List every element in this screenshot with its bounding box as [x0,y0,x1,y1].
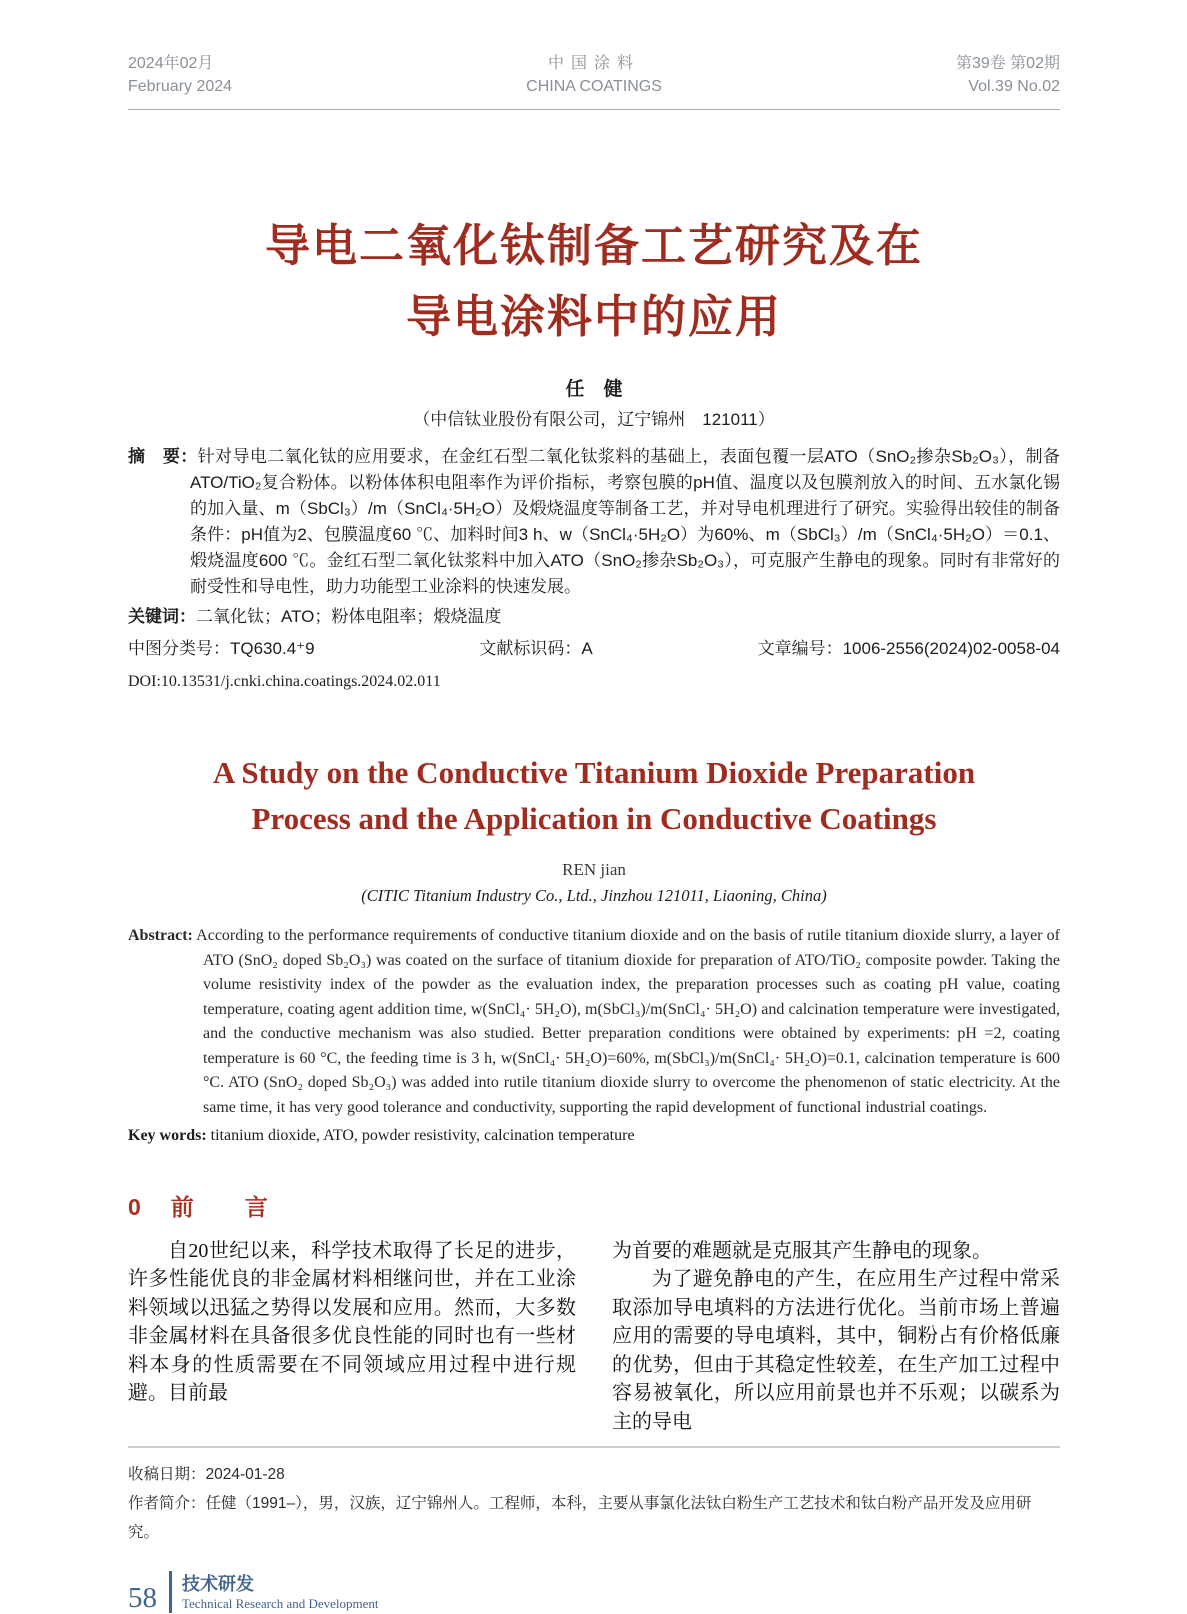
section-number: 0 [128,1193,141,1220]
keywords-cn [128,604,1060,630]
header-journal-name [526,52,662,98]
title-cn-line2: 导电涂料中的应用 [405,291,782,342]
header-date-en: February 2024 [128,78,233,95]
document-code: 文献标识码：A [479,639,593,658]
section-heading-0 [128,1191,1060,1223]
abstract-cn-text: 针对导电二氧化钛的应用要求，在金红石型二氧化钛浆料的基础上，表面包覆一层ATO（SnO₂掺杂Sb₂O₃），制备ATO/TiO₂复合粉体。以粉体体积电阻率作为评价指标，考察包膜的pH值、温度以及包膜剂放入的时间、五水氯化锡的加入量、m（SbCl₃）/m（SnCl₄·5H₂O）及煅烧温度等制备工艺，并对导电机理进行了研究。实验得出较佳的制备条件：pH值为2、包膜温度60 ℃、加料时间3 h、w（SnCl₄·5H₂O）为60%、m（SbCl₃）/m（SnCl₄·5H₂O）＝0.1、煅烧温度600 ℃。金红石型二氧化钛浆料中加入ATO（SnO₂掺杂Sb₂O₃），可克服产生静电的现象。同时有非常好的耐受性和导电性，助力功能型工业涂料的快速发展。 [190,447,1061,596]
issue-cn: 第39卷 第02期 [955,55,1060,72]
abstract-en [128,924,1060,1120]
body-paragraph: 为首要的难题就是克服其产生静电的现象。 [612,1239,992,1262]
body-paragraph: 自20世纪以来，科学技术取得了长足的进步，许多性能优良的非金属材料相继问世，并在工业涂料领域以迅猛之势得以发展和应用。然而，大多数非金属材料在具备很多优良性能的同时也有一些材料本身的性质需要在不同领域应用过程中进行规避。目前最 [128,1239,576,1404]
journal-header [128,0,1060,110]
keywords-cn-text: 二氧化钛；ATO；粉体电阻率；煅烧温度 [196,607,502,626]
footer-column-en: Technical Research and Development [182,1595,379,1611]
journal-name-en: CHINA COATINGS [526,78,662,95]
keywords-en-text: titanium dioxide, ATO, powder resistivity, calcination temperature [210,1127,635,1144]
received-date: 收稿日期：2024-01-28 [128,1466,285,1483]
abstract-cn-label: 摘 要： [128,447,198,466]
article-title-cn [128,210,1060,352]
footer-column-cn: 技术研发 [182,1573,254,1594]
abstract-en-text: According to the performance requirements of conductive titanium dioxide and on the basis of rutile titanium dioxide slurry, a layer of ATO (SnO₂ doped Sb₂O₃) was coated on the surface of titanium dioxide for preparation of ATO/TiO₂ composite powder. Taking the volume resistivity index of the powder as the evaluation index, the preparation processes such as coating pH value, coating temperature, coating agent addition time, w(SnCl₄· 5H₂O), m(SbCl₃)/m(SnCl₄· 5H₂O) and calcination temperature were investigated, and the conductive mechanism was also studied. Better preparation conditions were obtained by experiments: pH =2, coating temperature is 60 °C, the feeding time is 3 h, w(SnCl₄· 5H₂O)=60%, m(SbCl₃)/m(SnCl₄· 5H₂O)=0.1, calcination temperature is 600 °C. ATO (SnO₂ doped Sb₂O₃) was added into rutile titanium dioxide slurry to overcome the phenomenon of static electricity. At the same time, it has very good tolerance and conductivity, supporting the rapid development of functional industrial coatings. [196,927,1061,1116]
page-footer [128,1571,1060,1613]
title-en-line1: A Study on the Conductive Titanium Dioxide Preparation [212,755,976,790]
keywords-en [128,1124,1060,1149]
title-en-line2: Process and the Application in Conductive Coatings [251,801,937,836]
body-column-left [128,1237,576,1437]
affiliation-cn: （中信钛业股份有限公司，辽宁锦州 121011） [413,410,775,429]
body-column-right [612,1237,1060,1437]
article-title-en [128,750,1060,842]
header-issue [956,52,1060,98]
keywords-cn-label: 关键词： [128,607,196,626]
title-cn-line1: 导电二氧化钛制备工艺研究及在 [264,220,923,271]
body-paragraph: 为了避免静电的产生，在应用生产过程中常采取添加导电填料的方法进行优化。当前市场上普遍应用的需要的导电填料，其中，铜粉占有价格低廉的优势，但由于其稳定性较差，在生产加工过程中容易被氧化，所以应用前景也并不乐观；以碳系为主的导电 [612,1268,1060,1433]
article-id: 文章编号：1006-2556(2024)02-0058-04 [757,639,1060,658]
author-bio: 作者简介：任健（1991–），男，汉族，辽宁锦州人。工程师，本科，主要从事氯化法钛白粉生产工艺技术和钛白粉产品开发及应用研究。 [128,1495,1032,1541]
footnote-block [128,1446,1060,1547]
page-number: 58 [128,1582,157,1614]
journal-name-cn: 中国涂料 [547,55,640,72]
keywords-en-label: Key words: [128,1127,207,1144]
body-columns [128,1237,1060,1437]
classification-row [128,636,1060,662]
abstract-cn [128,444,1060,600]
affiliation-en: (CITIC Titanium Industry Co., Ltd., Jinzhou 121011, Liaoning, China) [361,886,827,905]
author-en: REN jian [562,860,626,879]
footer-divider-bar [169,1571,172,1613]
section-title: 前 言 [170,1193,282,1220]
author-cn: 任 健 [565,379,623,400]
issue-en: Vol.39 No.02 [968,78,1060,95]
header-date [128,52,232,98]
doi: DOI:10.13531/j.cnki.china.coatings.2024.02.011 [128,673,441,690]
abstract-en-label: Abstract: [128,927,193,944]
footer-column-name [182,1573,379,1612]
header-date-cn: 2024年02月 [128,55,214,72]
clc-number: 中图分类号：TQ630.4⁺9 [128,639,315,658]
